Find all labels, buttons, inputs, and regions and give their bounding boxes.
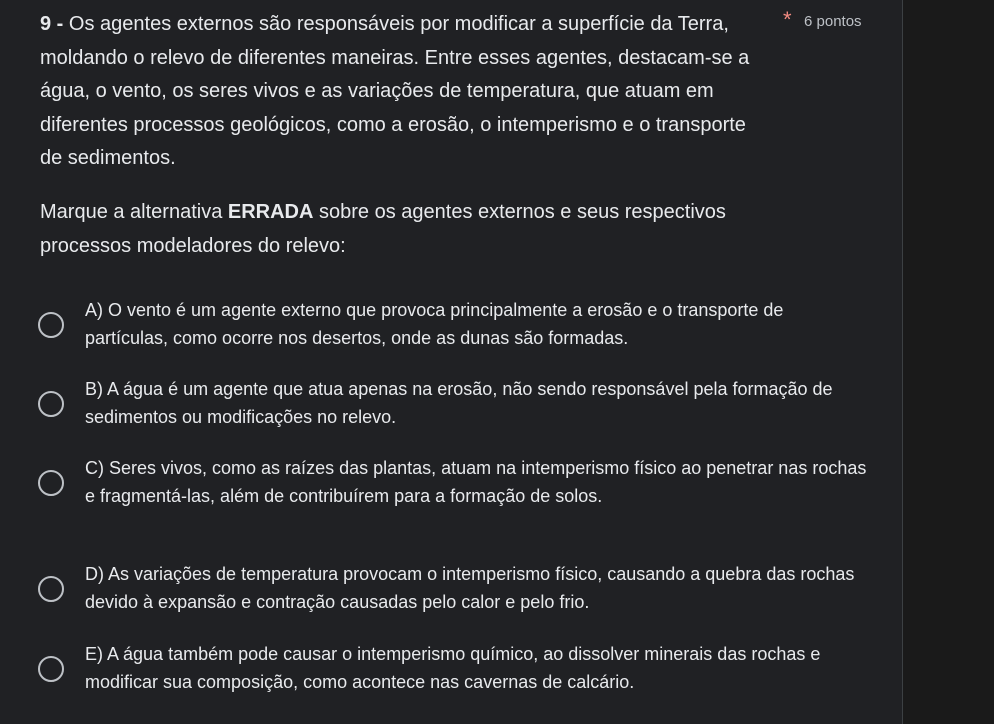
radio-button-icon[interactable] <box>38 656 64 682</box>
option-d[interactable] <box>38 561 868 616</box>
radio-button-icon[interactable] <box>38 470 64 496</box>
option-label[interactable]: D) As variações de temperatura provocam o intemperismo físico, causando a quebra das rochas devido à expansão e contração causadas pelo calor e pelo frio. <box>85 564 855 612</box>
question-header <box>40 8 770 176</box>
radio-button-icon[interactable] <box>38 312 64 338</box>
question-instruction <box>40 196 760 263</box>
radio-button-icon[interactable] <box>38 391 64 417</box>
option-label[interactable]: E) A água também pode causar o intemperismo químico, ao dissolver minerais das rochas e modificar sua composição, como acontece nas cavernas de calcário. <box>85 644 821 692</box>
question-body: Os agentes externos são responsáveis por modificar a superfície da Terra, moldando o relevo de diferentes maneiras. Entre esses agentes, destacam-se a água, o vento, os seres vivos e as variações de temperatura, que atuam em diferentes processos geológicos, como a erosão, o intemperismo e o transporte de sedimentos. <box>40 13 750 169</box>
option-a[interactable] <box>38 297 868 352</box>
instruction-emphasis: ERRADA <box>227 201 314 223</box>
points-label: 6 pontos <box>804 13 862 30</box>
radio-button-icon[interactable] <box>38 576 64 602</box>
instruction-before: Marque a alternativa <box>40 201 228 223</box>
option-c[interactable] <box>38 455 868 510</box>
required-asterisk: * <box>783 7 792 32</box>
option-label[interactable]: C) Seres vivos, como as raízes das plantas, atuam na intemperismo físico ao penetrar nas rochas e fragmentá-las, além de contribuírem para a formação de solos. <box>85 458 867 506</box>
option-label[interactable]: A) O vento é um agente externo que provoca principalmente a erosão e o transporte de partículas, como ocorre nos desertos, onde as dunas são formadas. <box>85 300 784 348</box>
option-label[interactable]: B) A água é um agente que atua apenas na erosão, não sendo responsável pela formação de sedimentos ou modificações no relevo. <box>85 379 833 427</box>
question-number: 9 - <box>40 13 69 35</box>
question-text <box>40 8 770 176</box>
instruction-after: sobre os agentes externos e seus respectivos processos modeladores do relevo: <box>40 201 726 257</box>
option-b[interactable] <box>38 376 868 431</box>
option-e[interactable] <box>38 641 868 696</box>
